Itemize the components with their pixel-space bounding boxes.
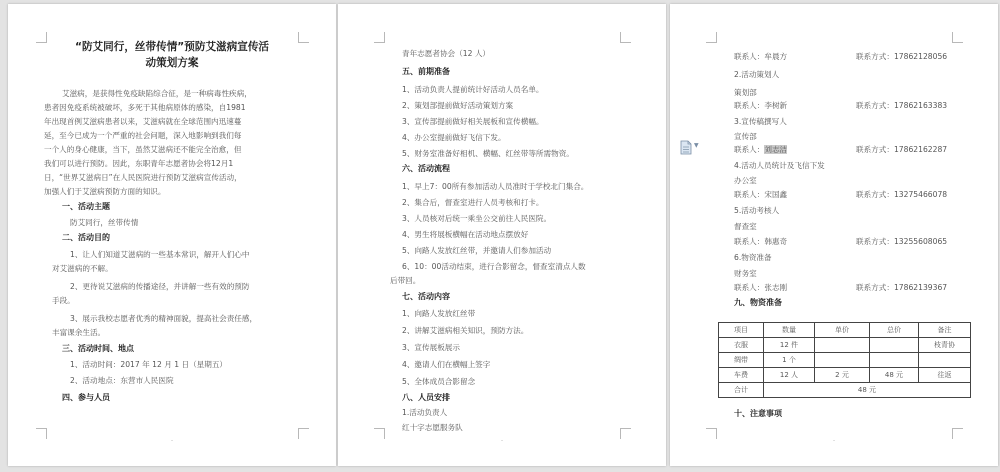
body-line: 5、向路人发放红丝带，并邀请人们参加活动 [402,246,552,255]
body-line: 1、早上7：00所有参加活动人员准时于学校北门集合。 [402,182,589,191]
dept-line: 财务室 [734,269,757,278]
table-total-row [719,383,971,398]
document-page-2 [338,4,666,466]
table-row [719,338,971,353]
body-line: 丰富课余生活。 [52,328,106,337]
contact-line: 联系人：牟晨方 [734,52,788,61]
body-line: 5、全体成员合影留念 [402,377,476,386]
body-line: 4、办公室提前做好飞信下发。 [402,133,506,142]
contact-line: 联系人：宋国鑫 [734,190,788,199]
page-number-mark: - [501,438,503,444]
document-title-line-1: “防艾同行，丝带传情”预防艾滋病宣传活 [74,41,270,53]
body-line: 3、宣传展板展示 [402,343,460,352]
role-line: 4.活动人员统计及飞信下发 [734,161,825,170]
table-cell: 1 个 [764,353,815,368]
table-header-cell: 数量 [764,323,815,338]
margin-corner-mark [952,32,963,43]
contact-prefix: 联系人： [734,145,765,154]
section-heading: 九、物资准备 [734,298,782,307]
section-heading: 一、活动主题 [62,202,110,211]
page-number-mark: - [833,438,835,444]
table-cell [919,353,971,368]
contact-line: 联系人：韩惠奇 [734,237,788,246]
body-line: 对艾滋病的不解。 [52,264,113,273]
section-heading: 七、活动内容 [402,292,450,301]
contact-phone: 联系方式：13255608065 [856,237,948,246]
body-line: 6、10：00活动结束，进行合影留念，督查室清点人数 [402,262,586,271]
intro-line: 日，“世界艾滋病日”在人民医院进行预防艾滋病宣传活动， [44,173,242,182]
contact-phone: 联系方式：17862163383 [856,101,948,110]
table-cell: 2 元 [815,368,870,383]
margin-corner-mark [706,32,717,43]
highlighted-name: 刘志洁 [764,145,788,154]
intro-line: 患者因免疫系统被破坏，多死于其他病原体的感染，自1981 [44,103,246,112]
table-header-cell: 总价 [870,323,919,338]
contact-line: 联系人：张志刚 [734,283,788,292]
table-cell: 48 元 [870,368,919,383]
body-line: 2、活动地点：东营市人民医院 [70,376,174,385]
table-cell: 枝青协 [919,338,971,353]
table-cell: 12 件 [764,338,815,353]
body-line: 2、讲解艾滋病相关知识，预防方法。 [402,326,529,335]
section-heading: 五、前期准备 [402,67,450,76]
body-line: 2、策划部提前做好活动策划方案 [402,101,514,110]
intro-line: 一个人的身心健康，当下，虽然艾滋病还不能完全治愈，但 [44,145,242,154]
body-line: 2、集合后，督查室进行人员考核和打卡。 [402,198,544,207]
table-cell [815,338,870,353]
intro-line: 艾滋病，是获得性免疫缺陷综合征，是一种病毒性疾病， [62,89,252,98]
table-cell [815,353,870,368]
margin-corner-mark [620,32,631,43]
document-page-3 [670,4,998,466]
body-line: 后带回。 [390,276,421,285]
table-row [719,368,971,383]
chevron-down-icon[interactable]: ▼ [694,142,699,149]
paste-options-icon[interactable] [680,140,692,155]
table-header-row [719,323,971,338]
dept-line: 办公室 [734,176,757,185]
table-header-cell: 备注 [919,323,971,338]
section-heading: 三、活动时间、地点 [62,344,134,353]
contact-phone: 联系方式：17862162287 [856,145,948,154]
table-total-value: 48 元 [764,383,971,398]
role-line: 3.宣传稿撰写人 [734,117,787,126]
table-header-cell: 单价 [815,323,870,338]
table-cell: 车费 [719,368,764,383]
section-heading: 八、人员安排 [402,393,450,402]
contact-line [734,145,787,155]
dept-line: 宣传部 [734,132,757,141]
table-cell [870,338,919,353]
document-title-line-2: 动策划方案 [145,57,199,69]
body-line: 3、宣传部提前做好相关展板和宣传横幅。 [402,117,544,126]
intro-line: 延，至今已成为一个严重的社会问题，深入地影响到我们每 [44,131,242,140]
body-line: 1.活动负责人 [402,408,448,417]
section-heading: 二、活动目的 [62,233,110,242]
body-line: 1、让人们知道艾滋病的一些基本常识，解开人们心中 [70,250,250,259]
body-line: 1、向路人发放红丝带 [402,309,476,318]
section-heading: 四、参与人员 [62,393,110,402]
contact-phone: 联系方式：13275466078 [856,190,948,199]
contact-phone: 联系方式：17862139367 [856,283,948,292]
contact-phone: 联系方式：17862128056 [856,52,948,61]
intro-line: 年出现首例艾滋病患者以来，艾滋病就在全球范围内迅速蔓 [44,117,242,126]
margin-corner-mark [374,32,385,43]
table-cell [870,353,919,368]
table-total-label: 合计 [719,383,764,398]
page-number-mark: - [171,438,173,444]
body-line: 青年志愿者协会（12 人） [402,49,491,58]
body-line: 红十字志愿服务队 [402,423,463,432]
body-line: 3、展示我校志愿者优秀的精神面貌，提高社会责任感， [70,314,258,323]
role-line: 2.活动策划人 [734,70,780,79]
table-cell: 往返 [919,368,971,383]
body-line: 4、男生将展板横幅在活动地点摆放好 [402,230,529,239]
section-heading: 十、注意事项 [734,409,782,418]
table-cell: 12 人 [764,368,815,383]
body-line: 手段。 [52,296,75,305]
table-cell: 衣服 [719,338,764,353]
body-line: 1、活动负责人提前统计好活动人员名单。 [402,85,544,94]
body-line: 5、财务室准备好相机、横幅、红丝带等所需物资。 [402,149,574,158]
contact-line: 联系人：李树新 [734,101,788,110]
body-line: 1、活动时间：2017 年 12 月 1 日（星期五） [70,360,228,369]
role-line: 6.物资准备 [734,253,772,262]
section-heading: 六、活动流程 [402,164,450,173]
table-header-cell: 项目 [719,323,764,338]
table-cell: 绸带 [719,353,764,368]
table-row [719,353,971,368]
document-page-1 [8,4,336,466]
body-line: 2、更待说艾滋病的传播途径，并讲解一些有效的预防 [70,282,250,291]
dept-line: 督查室 [734,222,757,231]
body-line: 3、人员核对后统一乘坐公交前往人民医院。 [402,214,552,223]
intro-line: 加强人们于艾滋病预防方面的知识。 [44,187,166,196]
body-line: 4、邀请人们在横幅上签字 [402,360,491,369]
body-line: 防艾同行，丝带传情 [70,218,139,227]
dept-line: 策划部 [734,88,757,97]
supplies-table [718,322,971,398]
intro-line: 我们可以进行预防。因此，东职青年志愿者协会将12月1 [44,159,234,168]
role-line: 5.活动考核人 [734,206,780,215]
